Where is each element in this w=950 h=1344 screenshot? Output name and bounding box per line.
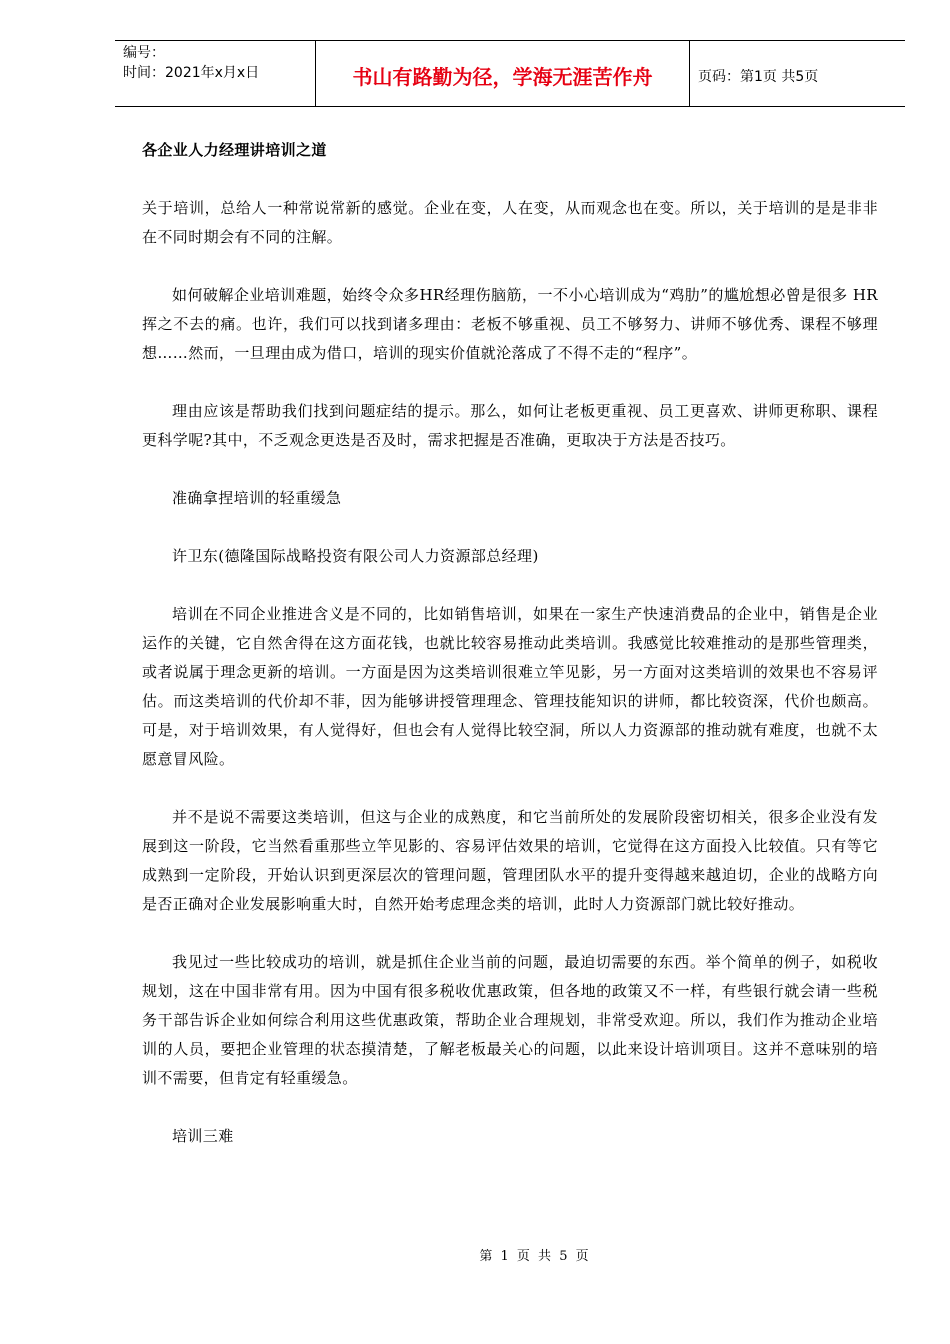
author-line: 许卫东(德隆国际战略投资有限公司人力资源部总经理) bbox=[172, 547, 539, 565]
page-footer: 第 1 页 共 5 页 bbox=[479, 1249, 591, 1264]
number-label: 编号： bbox=[123, 45, 165, 61]
header-page-info: 页码：第1页 共5页 bbox=[698, 68, 819, 85]
paragraph: 我见过一些比较成功的培训，就是抓住企业当前的问题，最迫切需要的东西。举个简单的例子，如税收规划，这在中国非常有用。因为中国有很多税收优惠政策，但各地的政策又不一样，有些银行就会请一些税务干部告诉企业如何综合利用这些优惠政策，帮助企业合理规划，非常受欢迎。所以，我们作为推动企业培训的人员，要把企业管理的状态摸清楚，了解老板最关心的问题，以此来设计培训项目。这并不意味别的培训不需要，但肯定有轻重缓急。 bbox=[142, 953, 878, 1087]
document-title: 各企业人力经理讲培训之道 bbox=[142, 141, 327, 159]
paragraph: 培训在不同企业推进含义是不同的，比如销售培训，如果在一家生产快速消费品的企业中，销售是企业运作的关键，它自然舍得在这方面花钱，也就比较容易推动此类培训。我感觉比较难推动的是那些管理类，或者说属于理念更新的培训。一方面是因为这类培训很难立竿见影，另一方面对这类培训的效果也不容易评估。而这类培训的代价却不菲，因为能够讲授管理理念、管理技能知识的讲师，都比较资深，代价也颇高。可是，对于培训效果，有人觉得好，但也会有人觉得比较空洞，所以人力资源部的推动就有难度，也就不太愿意冒风险。 bbox=[142, 605, 878, 768]
document-body bbox=[142, 136, 878, 1180]
paragraph: 理由应该是帮助我们找到问题症结的提示。那么，如何让老板更重视、员工更喜欢、讲师更称职、课程更科学呢?其中，不乏观念更迭是否及时，需求把握是否准确，更取决于方法是否技巧。 bbox=[142, 402, 878, 449]
header-motto: 书山有路勤为径，学海无涯苦作舟 bbox=[316, 41, 690, 106]
paragraph: 关于培训，总给人一种常说常新的感觉。企业在变，人在变，从而观念也在变。所以，关于培训的是是非非在不同时期会有不同的注解。 bbox=[142, 199, 878, 246]
document-header bbox=[115, 40, 905, 107]
section-heading: 培训三难 bbox=[172, 1127, 234, 1145]
paragraph: 并不是说不需要这类培训，但这与企业的成熟度，和它当前所处的发展阶段密切相关，很多企业没有发展到这一阶段，它当然看重那些立竿见影的、容易评估效果的培训，它觉得在这方面投入比较值。只有等它成熟到一定阶段，开始认识到更深层次的管理问题，管理团队水平的提升变得越来越迫切，企业的战略方向是否正确对企业发展影响重大时，自然开始考虑理念类的培训，此时人力资源部门就比较好推动。 bbox=[142, 808, 878, 913]
paragraph: 如何破解企业培训难题，始终令众多HR经理伤脑筋，一不小心培训成为“鸡肋”的尴尬想必曾是很多 HR挥之不去的痛。也许，我们可以找到诸多理由：老板不够重视、员工不够努力、讲师不够优秀、课程不够理想……然而，一旦理由成为借口，培训的现实价值就沦落成了不得不走的“程序”。 bbox=[142, 286, 878, 362]
header-meta bbox=[115, 41, 316, 106]
time-label: 时间：2021年x月x日 bbox=[123, 65, 260, 81]
section-heading: 准确拿捏培训的轻重缓急 bbox=[172, 489, 342, 507]
